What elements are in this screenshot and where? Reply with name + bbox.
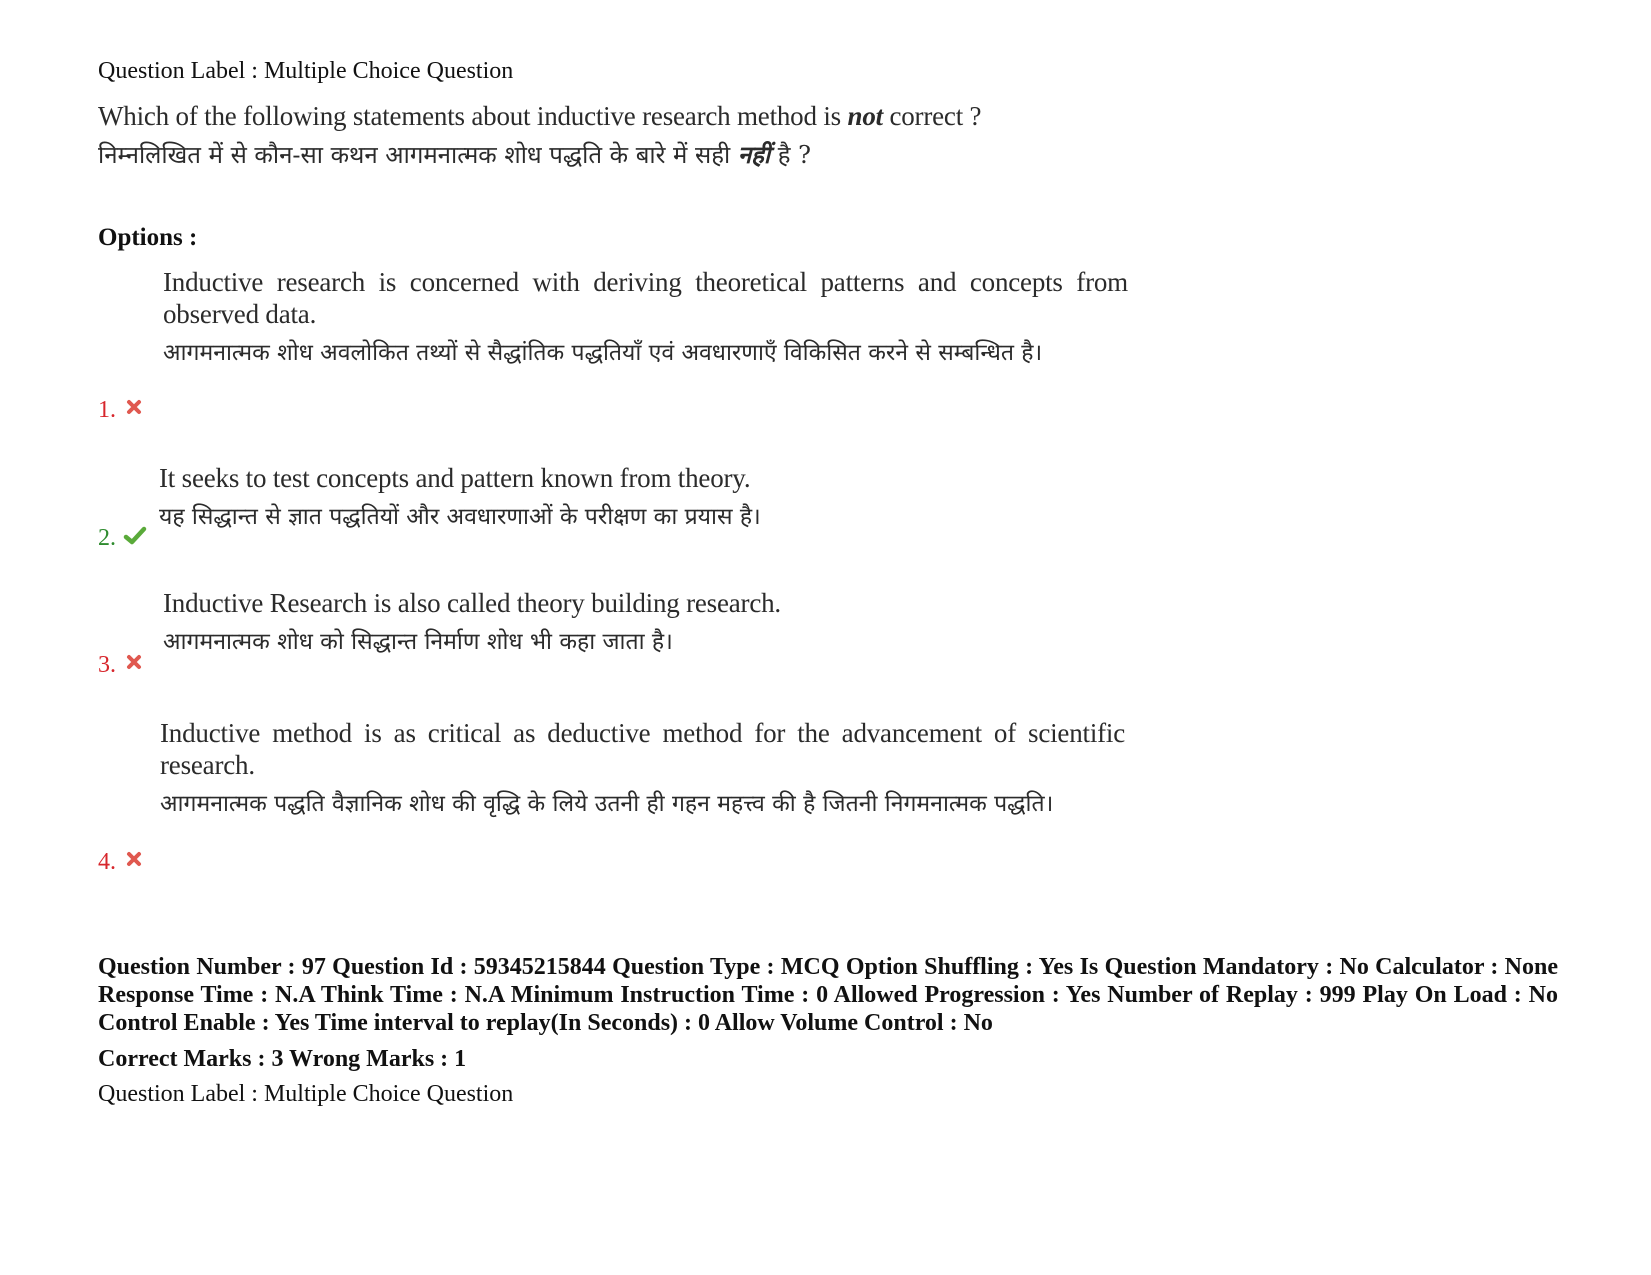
cross-icon: [125, 850, 143, 868]
option-2-english: It seeks to test concepts and pattern known from theory.: [159, 463, 751, 493]
option-3-hindi: आगमनात्मक शोध को सिद्धान्त निर्माण शोध भी कहा जाता है।: [163, 629, 673, 655]
option-2-number: 2.: [98, 525, 116, 551]
option-1-hindi: आगमनात्मक शोध अवलोकित तथ्यों से सैद्धांतिक पद्धतियाँ एवं अवधारणाएँ विकिसित करने से सम्बन्धित है।: [163, 340, 1043, 366]
option-4-text: [160, 717, 1125, 823]
question-label-top: Question Label : Multiple Choice Question: [98, 58, 514, 84]
question-hindi-suffix: है ?: [770, 141, 812, 169]
question-english: [98, 96, 1118, 136]
question-label-bottom: Question Label : Multiple Choice Question: [98, 1081, 514, 1107]
question-hindi: [98, 136, 1113, 174]
option-1-english: Inductive research is concerned with deriving theoretical patterns and concepts from observed data.: [163, 267, 1128, 329]
question-english-prefix: Which of the following statements about inductive research method is: [98, 101, 848, 131]
check-icon: [123, 526, 147, 546]
option-1-text: [163, 266, 1128, 372]
question-text: [98, 96, 1118, 174]
option-4-english: Inductive method is as critical as deductive method for the advancement of scientific research.: [160, 718, 1125, 780]
option-3-number: 3.: [98, 652, 116, 678]
question-meta-info: Question Number : 97 Question Id : 59345215844 Question Type : MCQ Option Shuffling : Yes Is Question Mandatory : No Calculator : None Response Time : N.A Think Time : N.A Minimum Instruction Time : 0 Allowed Progression : Yes Number of Replay : 999 Play On Load : No Control Enable : Yes Time interval to replay(In Seconds) : 0 Allow Volume Control : No: [98, 954, 1558, 1036]
option-4-number: 4.: [98, 849, 116, 875]
question-hindi-prefix: निम्नलिखित में से कौन-सा कथन आगमनात्मक शोध पद्धति के बारे में सही: [98, 141, 738, 169]
cross-icon: [125, 653, 143, 671]
option-2-hindi: यह सिद्धान्त से ज्ञात पद्धतियों और अवधारणाओं के परीक्षण का प्रयास है।: [159, 504, 761, 530]
option-3-text: [163, 587, 1128, 661]
question-hindi-emphasis: नहीं: [737, 140, 771, 169]
marks-info: Correct Marks : 3 Wrong Marks : 1: [98, 1046, 467, 1072]
option-3-english: Inductive Research is also called theory building research.: [163, 588, 781, 618]
options-heading: Options :: [98, 224, 198, 251]
option-2-text: [159, 462, 1124, 536]
cross-icon: [125, 398, 143, 416]
option-1-number: 1.: [98, 397, 116, 423]
question-english-emphasis: not: [847, 101, 883, 131]
option-4-hindi: आगमनात्मक पद्धति वैज्ञानिक शोध की वृद्धि के लिये उतनी ही गहन महत्त्व की है जितनी निगमनात्मक पद्धति।: [160, 791, 1054, 817]
question-english-suffix: correct ?: [882, 101, 982, 131]
